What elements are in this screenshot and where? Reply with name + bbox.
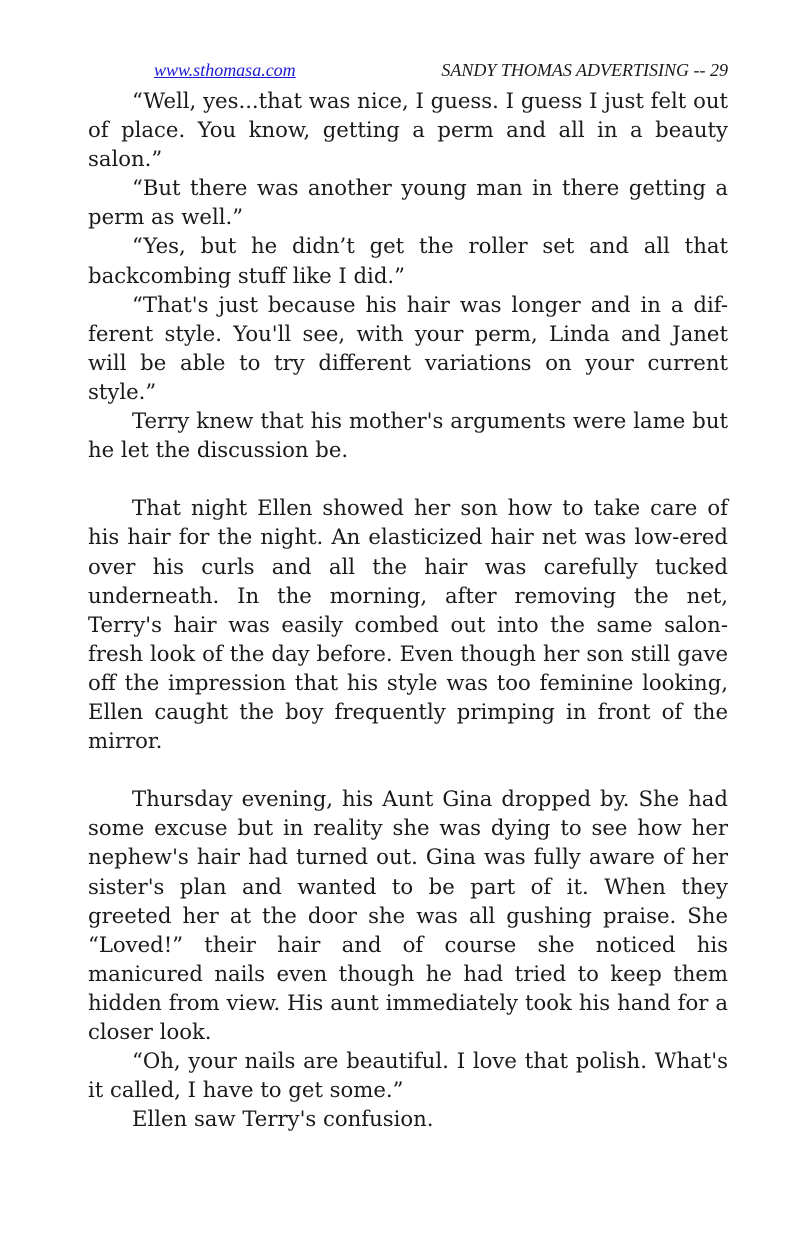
- paragraph: Thursday evening, his Aunt Gina dropped by. She had some excuse but in reality she was dying to see how her nephew's hair had turned out. Gina was fully aware of her sister's plan and wanted to be part of it. When they greeted her at the door she was all gushing praise. She “Loved!” their hair and of course she noticed his manicured nails even though he had tried to keep them hidden from view. His aunt immediately took his hand for a closer look.: [88, 786, 728, 1044]
- paragraph: Ellen saw Terry's confusion.: [132, 1106, 434, 1132]
- paragraph: “That's just because his hair was longer and in a dif-ferent style. You'll see, with your perm, Linda and Janet will be able to try different variations on your current style.”: [88, 291, 728, 404]
- section-break: [88, 755, 728, 784]
- website-link[interactable]: www.sthomasa.com: [154, 60, 296, 80]
- book-page: [88, 56, 728, 1133]
- paragraph: “But there was another young man in there getting a perm as well.”: [88, 175, 728, 230]
- running-title: SANDY THOMAS ADVERTISING -- 29: [441, 60, 728, 80]
- paragraph: That night Ellen showed her son how to take care of his hair for the night. An elasticized hair net was low-ered over his curls and all the hair was carefully tucked underneath. In the morning, after removing the net, Terry's hair was easily combed out into the same salon-fresh look of the day before. Even though her son still gave off the impression that his style was too feminine looking, Ellen caught the boy frequently primping in front of the mirror.: [88, 495, 728, 754]
- paragraph: “Yes, but he didn’t get the roller set and all that backcombing stuff like I did.”: [88, 233, 728, 288]
- paragraph: “Oh, your nails are beautiful. I love that polish. What's it called, I have to get some.”: [88, 1048, 728, 1103]
- section-break: [88, 464, 728, 493]
- page-header: [88, 56, 728, 86]
- body-text: [88, 86, 728, 1133]
- paragraph: “Well, yes...that was nice, I guess. I guess I just felt out of place. You know, getting a perm and all in a beauty salon.”: [88, 88, 728, 172]
- paragraph: Terry knew that his mother's arguments were lame but he let the discussion be.: [88, 408, 728, 463]
